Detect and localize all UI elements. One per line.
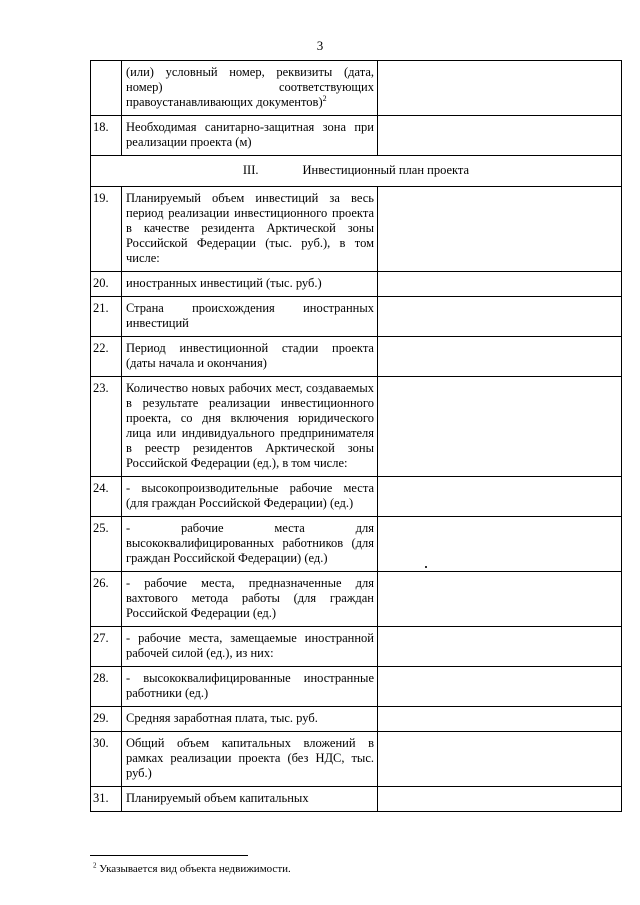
row-label: - рабочие места для высококвалифицированных работников (для граждан Российской Федерации) (ед.) [122, 517, 378, 572]
row-value-cell[interactable] [378, 787, 622, 812]
row-value-cell[interactable] [378, 187, 622, 272]
row-number: 27. [91, 627, 122, 667]
row-number: 28. [91, 667, 122, 707]
row-number [91, 61, 122, 116]
footnote-divider [90, 855, 248, 856]
table-row [91, 272, 622, 297]
row-label: Общий объем капитальных вложений в рамках реализации проекта (без НДС, тыс. руб.) [122, 732, 378, 787]
table-row [91, 116, 622, 156]
footnote [93, 863, 291, 875]
table-row [91, 61, 622, 116]
section-number: III. [242, 163, 259, 177]
page-number: 3 [316, 38, 324, 53]
row-number: 30. [91, 732, 122, 787]
table-row [91, 187, 622, 272]
row-number: 29. [91, 707, 122, 732]
row-label: иностранных инвестиций (тыс. руб.) [122, 272, 378, 297]
table-row [91, 732, 622, 787]
footnote-reference: 2 [322, 93, 327, 103]
row-number: 22. [91, 337, 122, 377]
section-header-row [91, 156, 622, 187]
table-row [91, 667, 622, 707]
section-heading [91, 156, 622, 187]
row-value-cell[interactable] [378, 272, 622, 297]
table-row [91, 572, 622, 627]
row-value-cell[interactable] [378, 297, 622, 337]
row-label: Период инвестиционной стадии проекта (даты начала и окончания) [122, 337, 378, 377]
table-row [91, 787, 622, 812]
row-value-cell[interactable] [378, 517, 622, 572]
row-label: Необходимая санитарно-защитная зона при реализации проекта (м) [122, 116, 378, 156]
table-row [91, 377, 622, 477]
row-label: (или) условный номер, реквизиты (дата, номер) соответствующих правоустанавливающих документов)$^2$ [122, 61, 378, 116]
table-row [91, 337, 622, 377]
table-row [91, 627, 622, 667]
row-label: - рабочие места, предназначенные для вахтового метода работы (для граждан Российской Федерации (ед.) [122, 572, 378, 627]
row-value-cell[interactable] [378, 377, 622, 477]
row-value-cell[interactable] [378, 732, 622, 787]
row-value-cell[interactable] [378, 61, 622, 116]
row-number: 31. [91, 787, 122, 812]
row-label: Средняя заработная плата, тыс. руб. [122, 707, 378, 732]
row-label: - высококвалифицированные иностранные работники (ед.) [122, 667, 378, 707]
row-label: Планируемый объем капитальных [122, 787, 378, 812]
row-number: 18. [91, 116, 122, 156]
table-row [91, 477, 622, 517]
footnote-mark: 2 [93, 861, 97, 870]
row-label: - высокопроизводительные рабочие места (для граждан Российской Федерации) (ед.) [122, 477, 378, 517]
row-value-cell[interactable] [378, 116, 622, 156]
row-value-cell[interactable] [378, 627, 622, 667]
table-row [91, 517, 622, 572]
row-number: 26. [91, 572, 122, 627]
row-number: 20. [91, 272, 122, 297]
row-value-cell[interactable] [378, 667, 622, 707]
row-value-cell[interactable] [378, 707, 622, 732]
row-number: 24. [91, 477, 122, 517]
row-number: 25. [91, 517, 122, 572]
row-label: Страна происхождения иностранных инвестиций [122, 297, 378, 337]
table-row [91, 707, 622, 732]
row-number: 23. [91, 377, 122, 477]
row-label: Планируемый объем инвестиций за весь период реализации инвестиционного проекта в качестве резидента Арктической зоны Российской Федерации (тыс. руб.), в том числе: [122, 187, 378, 272]
row-value-cell[interactable] [378, 477, 622, 517]
row-label: Количество новых рабочих мест, создаваемых в результате реализации инвестиционного проекта, со дня включения юридического лица или индивидуального предпринимателя в реестр резидентов Арктической зоны Российской Федерации (ед.), в том числе: [122, 377, 378, 477]
row-number: 21. [91, 297, 122, 337]
row-number: 19. [91, 187, 122, 272]
table-row [91, 297, 622, 337]
section-title: Инвестиционный план проекта [302, 163, 470, 177]
application-form-table [90, 60, 622, 812]
row-value-cell[interactable] [378, 572, 622, 627]
row-value-cell[interactable] [378, 337, 622, 377]
row-label: - рабочие места, замещаемые иностранной рабочей силой (ед.), из них: [122, 627, 378, 667]
footnote-text: Указывается вид объекта недвижимости. [96, 863, 291, 875]
scan-speck [425, 566, 427, 568]
